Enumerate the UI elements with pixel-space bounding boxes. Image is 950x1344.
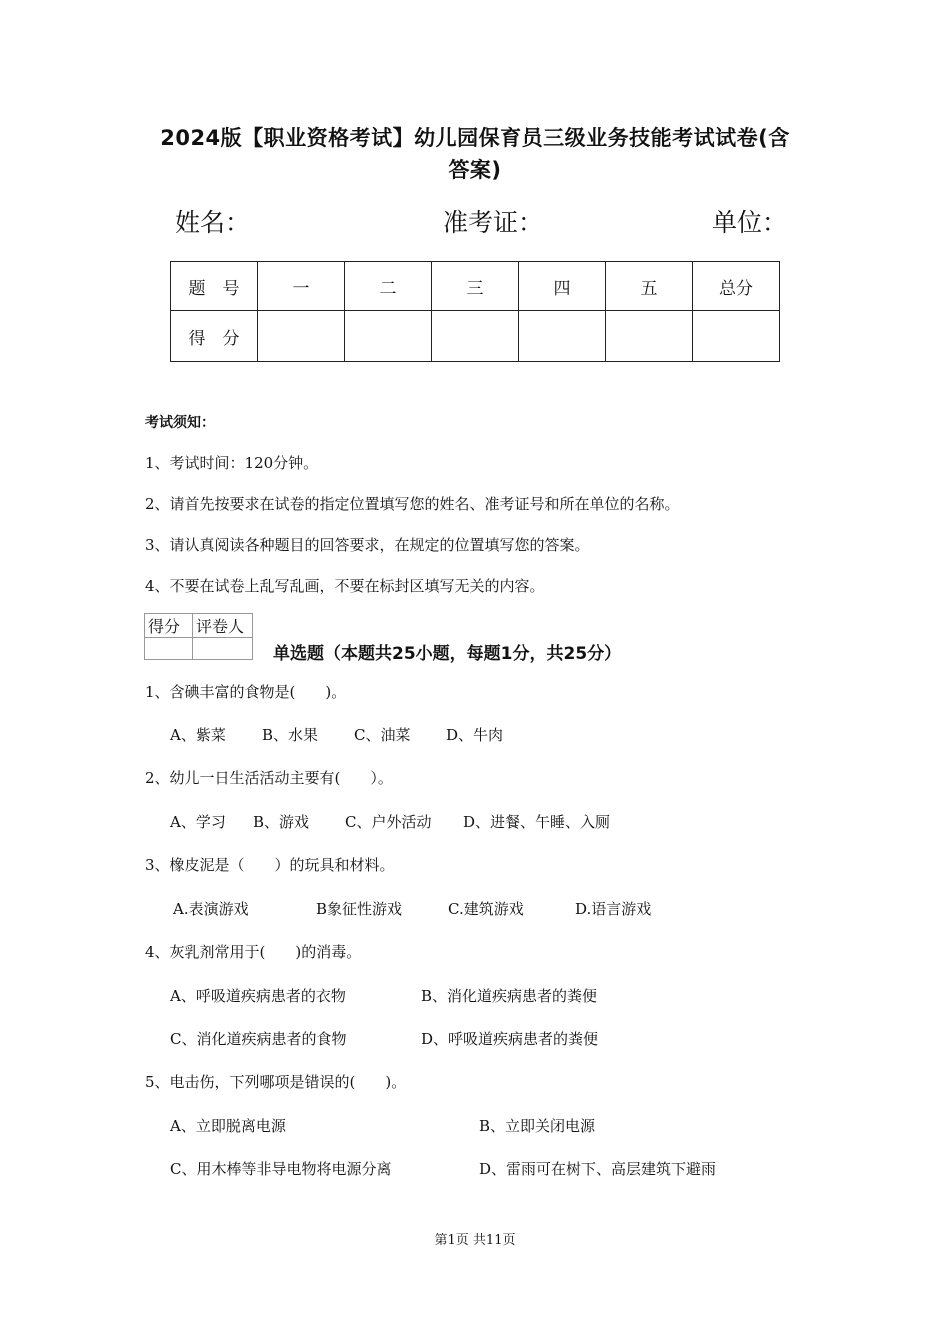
score-input-cell[interactable] — [345, 311, 432, 362]
score-table-cell: 四 — [519, 262, 606, 311]
unit-field-label: 单位： — [712, 208, 788, 237]
score-input-cell[interactable] — [258, 311, 345, 362]
question-4: 4、灰乳剂常用于( )的消毒。 — [145, 943, 362, 961]
score-input-cell[interactable] — [432, 311, 519, 362]
option: C.建筑游戏 — [448, 900, 524, 918]
score-input-cell[interactable] — [519, 311, 606, 362]
option: C、油菜 — [354, 726, 411, 744]
grader-box — [144, 613, 253, 660]
option: D、进餐、午睡、入厕 — [463, 813, 611, 831]
option: B、消化道疾病患者的粪便 — [421, 987, 598, 1005]
option: D、呼吸道疾病患者的粪便 — [421, 1030, 599, 1048]
name-field-label: 姓名： — [175, 208, 251, 237]
score-table-cell: 三 — [432, 262, 519, 311]
grader-box-score-cell[interactable] — [145, 638, 193, 660]
option: A、呼吸道疾病患者的衣物 — [170, 987, 346, 1005]
score-table-header-row — [171, 262, 780, 311]
section-title: 单选题（本题共25小题，每题1分，共25分） — [273, 644, 622, 664]
page-title-line-2: 答案) — [448, 158, 502, 182]
option: C、消化道疾病患者的食物 — [170, 1030, 347, 1048]
score-table — [170, 261, 780, 362]
option: A、立即脱离电源 — [170, 1117, 286, 1135]
score-table-cell: 二 — [345, 262, 432, 311]
option: C、户外活动 — [345, 813, 432, 831]
option: A、学习 — [170, 813, 226, 831]
score-table-cell: 题 号 — [171, 262, 258, 311]
score-table-cell: 总分 — [693, 262, 780, 311]
instruction-item: 2、请首先按要求在试卷的指定位置填写您的姓名、准考证号和所在单位的名称。 — [145, 495, 680, 513]
option: C、用木棒等非导电物将电源分离 — [170, 1160, 392, 1178]
question-5: 5、电击伤，下列哪项是错误的( )。 — [145, 1073, 407, 1091]
score-table-cell: 五 — [606, 262, 693, 311]
question-1: 1、含碘丰富的食物是( )。 — [145, 683, 347, 701]
option: D、牛肉 — [446, 726, 504, 744]
score-input-cell[interactable] — [606, 311, 693, 362]
score-input-cell[interactable] — [693, 311, 780, 362]
score-table-cell: 一 — [258, 262, 345, 311]
question-2: 2、幼儿一日生活活动主要有( ）。 — [145, 769, 393, 787]
exam-id-field-label: 准考证： — [443, 208, 544, 237]
option: B、水果 — [262, 726, 319, 744]
grader-box-grader-cell[interactable] — [193, 638, 253, 660]
grader-box-score-label: 得分 — [145, 614, 193, 638]
question-3: 3、橡皮泥是（ ）的玩具和材料。 — [145, 856, 395, 874]
score-table-score-row — [171, 311, 780, 362]
score-table-cell: 得 分 — [171, 311, 258, 362]
grader-box-grader-label: 评卷人 — [193, 614, 253, 638]
option: A.表演游戏 — [173, 900, 249, 918]
instructions-heading: 考试须知： — [145, 415, 215, 431]
instruction-item: 3、请认真阅读各种题目的回答要求，在规定的位置填写您的答案。 — [145, 536, 590, 554]
instruction-item: 1、考试时间：120分钟。 — [145, 454, 319, 472]
page-footer: 第1页 共11页 — [434, 1233, 516, 1248]
instruction-item: 4、不要在试卷上乱写乱画，不要在标封区填写无关的内容。 — [145, 577, 545, 595]
option: B、游戏 — [253, 813, 310, 831]
option: B象征性游戏 — [316, 900, 403, 918]
option: D.语言游戏 — [575, 900, 652, 918]
option: A、紫菜 — [170, 726, 226, 744]
option: B、立即关闭电源 — [479, 1117, 596, 1135]
page-title-line-1: 2024版【职业资格考试】幼儿园保育员三级业务技能考试试卷(含 — [160, 126, 790, 150]
option: D、雷雨可在树下、高层建筑下避雨 — [479, 1160, 717, 1178]
